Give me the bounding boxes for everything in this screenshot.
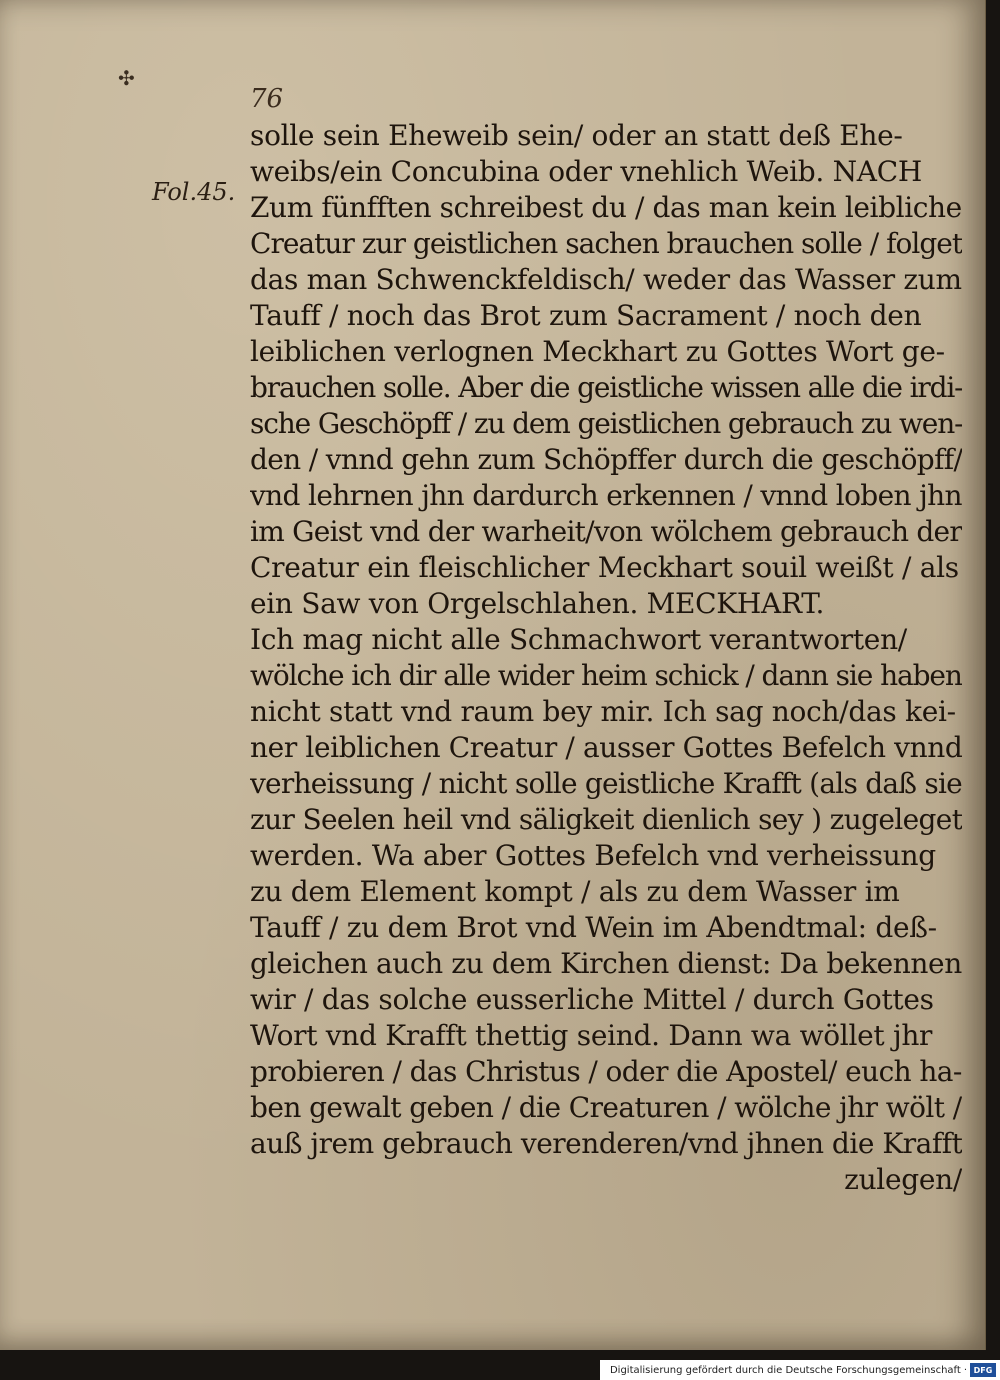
text-line: ein Saw von Orgelschlahen. MECKHART. xyxy=(250,587,825,620)
text-line: verheissung / nicht solle geistliche Krafft (als daß sie xyxy=(250,767,962,800)
footer-separator: · xyxy=(963,1364,967,1376)
text-line: solle sein Eheweib sein/ oder an statt deß Ehe- xyxy=(250,119,903,152)
text-line: das man Schwenckfeldisch/ weder das Wasser zum xyxy=(250,263,962,296)
text-line: werden. Wa aber Gottes Befelch vnd verheissung xyxy=(250,839,936,872)
margin-note: Fol.45. xyxy=(152,178,236,206)
text-line: brauchen solle. Aber die geistliche wissen alle die irdi- xyxy=(250,371,962,404)
text-line: im Geist vnd der warheit/von wölchem gebrauch der xyxy=(250,515,962,548)
catchword-line: zulegen/ xyxy=(844,1163,962,1196)
page-number: 76 xyxy=(250,84,284,114)
text-line: zur Seelen heil vnd säligkeit dienlich sey ) zugeleget xyxy=(250,803,962,836)
text-line: nicht statt vnd raum bey mir. Ich sag noch/das kei- xyxy=(250,695,956,728)
text-line: leiblichen verlognen Meckhart zu Gottes Wort ge- xyxy=(250,335,945,368)
text-line: Creatur zur geistlichen sachen brauchen solle / folget xyxy=(250,227,962,260)
text-line: ner leiblichen Creatur / ausser Gottes Befelch vnnd xyxy=(250,731,962,764)
text-line: zu dem Element kompt / als zu dem Wasser im xyxy=(250,875,900,908)
body-text xyxy=(250,118,962,1198)
text-line: Zum fünfften schreibest du / das man kein leibliche xyxy=(250,191,962,224)
text-line: Tauff / zu dem Brot vnd Wein im Abendtmal: deß- xyxy=(250,911,937,944)
text-line: probieren / das Christus / oder die Apostel/ euch ha- xyxy=(250,1055,962,1088)
text-line: wölche ich dir alle wider heim schick / dann sie haben xyxy=(250,659,962,692)
text-line: vnd lehrnen jhn dardurch erkennen / vnnd loben jhn xyxy=(250,479,962,512)
text-line: weibs/ein Concubina oder vnehlich Weib. NACH xyxy=(250,155,922,188)
text-line: Tauff / noch das Brot zum Sacrament / noch den xyxy=(250,299,922,332)
dfg-logo-icon: DFG xyxy=(970,1363,996,1377)
text-line: sche Geschöpff / zu dem geistlichen gebrauch zu wen- xyxy=(250,407,962,440)
digitization-footer xyxy=(600,1360,1000,1380)
text-line: wir / das solche eusserliche Mittel / durch Gottes xyxy=(250,983,934,1016)
funding-credit: Digitalisierung gefördert durch die Deutsche Forschungsgemeinschaft xyxy=(609,1364,961,1376)
text-line: Creatur ein fleischlicher Meckhart souil weißt / als xyxy=(250,551,959,584)
text-line: Ich mag nicht alle Schmachwort verantworten/ xyxy=(250,623,907,656)
text-line: den / vnnd gehn zum Schöpffer durch die geschöpff/ xyxy=(250,443,962,476)
ornament-icon: ✣ xyxy=(118,66,135,90)
text-line: Wort vnd Krafft thettig seind. Dann wa wöllet jhr xyxy=(250,1019,933,1052)
text-line: ben gewalt geben / die Creaturen / wölche jhr wölt / xyxy=(250,1091,962,1124)
text-line: gleichen auch zu dem Kirchen dienst: Da bekennen xyxy=(250,947,962,980)
text-line: auß jrem gebrauch verenderen/vnd jhnen die Krafft xyxy=(250,1127,962,1160)
